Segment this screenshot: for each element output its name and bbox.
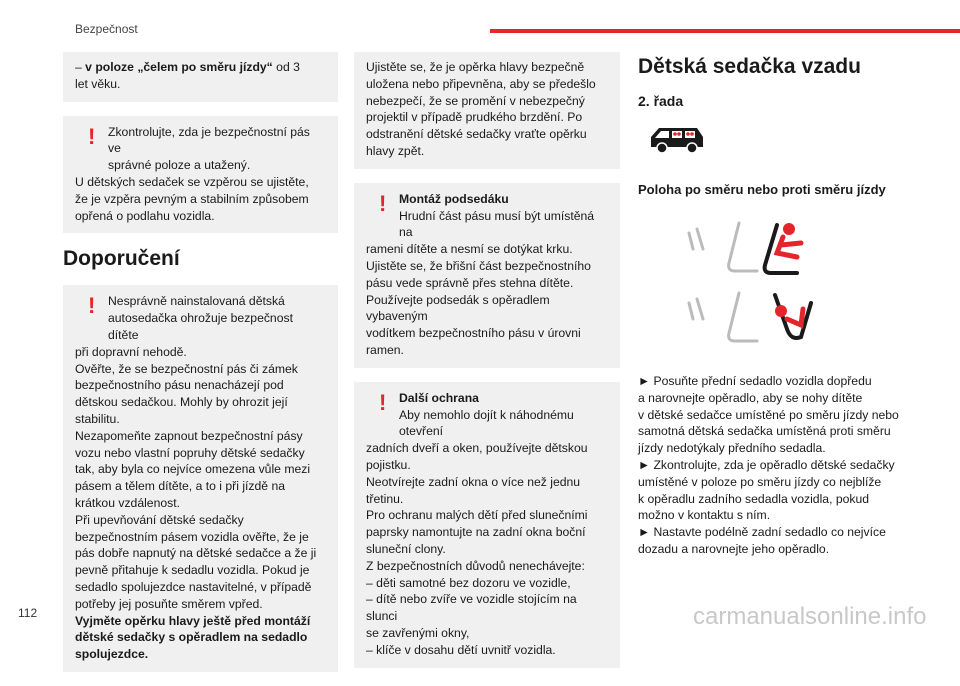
note-line: – v poloze „čelem po směru jízdy“ od 3 [75, 60, 300, 74]
note-line: – klíče v dosahu dětí uvnitř vozidla. [366, 642, 556, 657]
note-line: opřená o podlahu vozidla. [75, 208, 215, 223]
note-line: hlavy zpět. [366, 143, 425, 158]
warning-icon: ! [379, 190, 387, 216]
warning-icon: ! [88, 123, 96, 149]
rear-facing-seat-icon [677, 289, 817, 351]
note-line: Aby nemohlo dojít k náhodnému otevření [399, 407, 574, 439]
note-line: projektil v případě prudkého brzdění. Po [366, 110, 583, 125]
instructions-text [638, 373, 914, 558]
body-line: dozadu a narovnejte jeho opěradlo. [638, 541, 830, 556]
note-line: že je vzpěra pevným a stabilním způsobem [75, 191, 309, 206]
note-line: ramen. [366, 342, 404, 357]
note-line: Používejte podsedák s opěradlem vybaveným [366, 292, 550, 324]
note-line: let věku. [75, 76, 121, 91]
note-line: při dopravní nehodě. [75, 344, 187, 359]
note-line: vozu nebo vlastní popruhy dětské sedačky [75, 445, 305, 460]
column-3 [622, 52, 914, 558]
note-line: se zavřenými okny, [366, 625, 470, 640]
note-line: Z bezpečnostních důvodů nenechávejte: [366, 558, 585, 573]
note-line: Při upevňování dětské sedačky [75, 512, 244, 527]
note-title: Montáž podsedáku [399, 191, 509, 206]
note-line: bezpečnostním pásem vozidla ověřte, že je [75, 529, 309, 544]
note-line: krátkou vzdálenost. [75, 495, 181, 510]
note-line: – děti samotné bez dozoru ve vozidle, [366, 575, 571, 590]
heading-rear-child-seat: Dětská sedačka vzadu [638, 55, 861, 78]
heading-recommendations: Doporučení [63, 247, 180, 271]
page-number: 112 [18, 606, 38, 620]
note-line: stabilitu. [75, 411, 120, 426]
note-line: pásu vede správně přes stehna dítěte. [366, 275, 574, 290]
note-line: Hrudní část pásu musí být umístěná na [399, 208, 595, 240]
note-line-bold: Vyjměte opěrku hlavy ještě před montáží [75, 613, 311, 628]
subheading-row: 2. řada [638, 93, 684, 109]
note-line: potřeby jej posuňte směrem vpřed. [75, 596, 263, 611]
warning-icon: ! [379, 389, 387, 415]
warning-icon: ! [88, 293, 96, 319]
note-line: bezpečnostního pásu nenacházejí pod [75, 378, 284, 393]
note-line: zadních dveří a oken, používejte dětskou [366, 441, 588, 456]
body-line: v dětské sedačce umístěné po směru jízdy nebo [638, 407, 899, 422]
note-line: dětskou sedačkou. Mohly by ohrozit její [75, 395, 288, 410]
body-line: k opěradlu zadního sedadla vozidla, pokud [638, 491, 870, 506]
note-age-position [63, 52, 338, 102]
note-line: vodítkem bezpečnostního pásu v úrovni [366, 326, 581, 341]
note-headrest [354, 52, 620, 169]
note-line: Ujistěte se, že břišní část bezpečnostního [366, 258, 591, 273]
note-seatbelt-check [63, 116, 338, 234]
note-line: pás dobře napnutý na dětské sedačce a že ji [75, 546, 317, 561]
column-1 [63, 52, 338, 686]
note-line: pásem a tělem dítěte, a to i při jízdě na [75, 479, 286, 494]
note-line: pojistku. [366, 457, 411, 472]
note-recommendations [63, 285, 338, 672]
note-line: Pro ochranu malých dětí před slunečními [366, 508, 588, 523]
note-line-bold: dětské sedačky s opěradlem na sedadlo [75, 630, 308, 645]
note-line: sedadlo spolujezdce nastavitelné, v případě [75, 579, 312, 594]
note-booster-seat [354, 183, 620, 368]
note-line: paprsky namontujte na zadní okna boční [366, 525, 586, 540]
body-line: ► Zkontrolujte, zda je opěradlo dětské sedačky [638, 457, 895, 472]
note-line: Ujistěte se, že je opěrka hlavy bezpečně [366, 60, 585, 74]
note-line: Ověřte, že se bezpečnostní pás či zámek [75, 361, 298, 376]
note-line: nebezpečí, že se promění v nebezpečný [366, 93, 585, 108]
note-title: Další ochrana [399, 390, 479, 405]
note-line: třetinu. [366, 491, 404, 506]
car-icon [645, 123, 707, 155]
note-line: Neotvírejte zadní okna o více než jednu [366, 474, 581, 489]
note-extra-protection [354, 382, 620, 668]
note-line: správné poloze a utažený. [108, 158, 251, 173]
note-line: pevně přitahuje k sedadlu vozidla. Pokud je [75, 563, 310, 578]
body-line: možno v kontaktu s ním. [638, 508, 771, 523]
body-line: a narovnejte opěradlo, aby se nohy dítěte [638, 390, 863, 405]
note-line: sluneční clony. [366, 541, 446, 556]
forward-facing-seat-icon [677, 219, 817, 281]
note-line: rameni dítěte a nesmí se dotýkat krku. [366, 242, 573, 257]
note-line: Nesprávně nainstalovaná dětská [108, 294, 285, 309]
body-line: jízdy nedotýkaly předního sedadla. [638, 441, 826, 456]
note-line: Zkontrolujte, zda je bezpečnostní pás ve [108, 124, 310, 156]
body-line: umístěné v poloze po směru jízdy co nejblíže [638, 474, 882, 489]
body-line: ► Nastavte podélně zadní sedadlo co nejvíce [638, 525, 886, 540]
running-head: Bezpečnost [75, 22, 138, 36]
watermark: carmanualsonline.info [693, 603, 927, 630]
body-line: ► Posuňte přední sedadlo vozidla dopředu [638, 374, 872, 388]
position-label: Poloha po směru nebo proti směru jízdy [638, 182, 886, 197]
note-bold: v poloze „čelem po směru jízdy“ [85, 60, 273, 74]
note-line-bold: spolujezdce. [75, 647, 149, 662]
note-line: – dítě nebo zvíře ve vozidle stojícím na slunci [366, 592, 577, 624]
note-line: autosedačka ohrožuje bezpečnost dítěte [108, 311, 293, 342]
body-line: samotná dětská sedačka umístěná proti směru [638, 424, 891, 439]
column-2 [354, 52, 620, 682]
note-line: uložena nebo připevněna, aby se předešlo [366, 76, 596, 91]
note-line: Nezapomeňte zapnout bezpečnostní pásy [75, 428, 303, 443]
note-line: odstranění dětské sedačky vraťte opěrku [366, 127, 587, 142]
note-line: tak, aby byla co nejvíce omezena vůle mezi [75, 462, 311, 477]
header-accent-bar [490, 29, 960, 33]
note-line: U dětských sedaček se vzpěrou se ujistěte, [75, 174, 309, 189]
